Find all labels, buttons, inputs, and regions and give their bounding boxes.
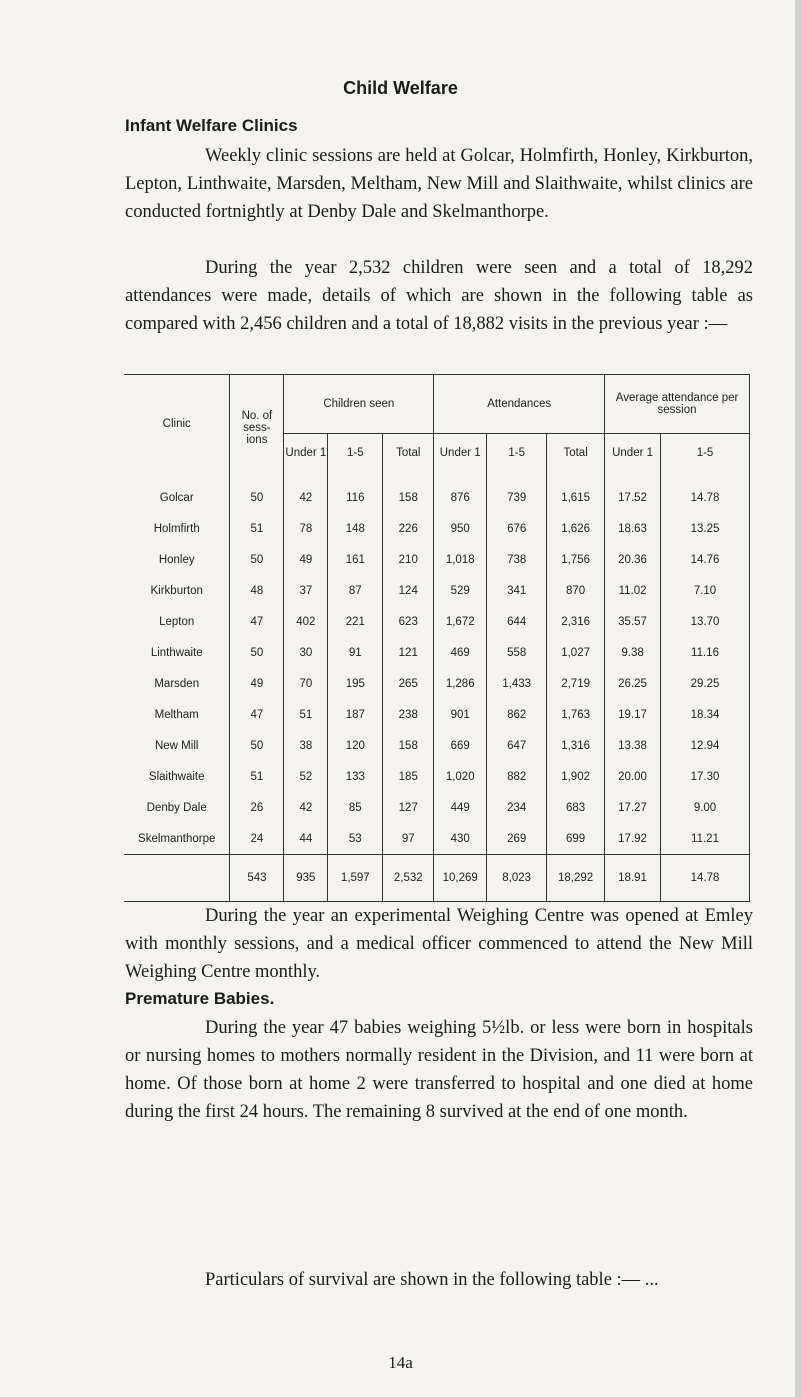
cell-sessions: 47 [230, 699, 284, 730]
cell-sessions: 48 [230, 575, 284, 606]
cell-attend-total: 1,902 [547, 761, 605, 792]
cell-children-1-5: 221 [328, 606, 383, 637]
cell-children-1-5: 133 [328, 761, 383, 792]
cell-clinic-name: Golcar [124, 472, 230, 513]
cell-avg-1-5: 14.76 [661, 544, 750, 575]
cell-avg-under1: 35.57 [605, 606, 661, 637]
cell-avg-1-5: 7.10 [661, 575, 750, 606]
cell-clinic-name: Denby Dale [124, 792, 230, 823]
cell-children-total: 265 [383, 668, 434, 699]
cell-children-under1: 70 [284, 668, 328, 699]
cell-attend-1-5: 676 [487, 513, 547, 544]
table-row [124, 792, 750, 823]
header-attend-1-5: 1-5 [487, 434, 547, 473]
cell-avg-1-5: 14.78 [661, 472, 750, 513]
cell-children-under1: 42 [284, 792, 328, 823]
cell-avg-under1: 18.63 [605, 513, 661, 544]
cell-attend-1-5: 341 [487, 575, 547, 606]
cell-avg-1-5: 13.70 [661, 606, 750, 637]
cell-avg-under1: 13.38 [605, 730, 661, 761]
header-clinic: Clinic [124, 375, 230, 473]
cell-children-total: 121 [383, 637, 434, 668]
table-row [124, 575, 750, 606]
cell-sessions: 50 [230, 730, 284, 761]
cell-attend-total: 1,316 [547, 730, 605, 761]
cell-attend-under1: 669 [434, 730, 487, 761]
cell-children-under1: 38 [284, 730, 328, 761]
cell-attend-total: 2,719 [547, 668, 605, 699]
cell-children-1-5: 120 [328, 730, 383, 761]
cell-attend-total: 683 [547, 792, 605, 823]
cell-clinic-name: Skelmanthorpe [124, 823, 230, 855]
cell-attend-1-5: 882 [487, 761, 547, 792]
cell-sessions: 51 [230, 761, 284, 792]
cell-sessions: 51 [230, 513, 284, 544]
header-avg-under1: Under 1 [605, 434, 661, 473]
cell-children-under1: 51 [284, 699, 328, 730]
total-avg-under1: 18.91 [605, 855, 661, 902]
cell-avg-under1: 20.00 [605, 761, 661, 792]
cell-attend-total: 1,626 [547, 513, 605, 544]
paragraph-attendances: During the year 2,532 children were seen and a total of 18,292 attendances were made, details of which are shown in the following table as compared with 2,456 children and a total of 18,882 visits in the previous year :— [125, 258, 753, 334]
cell-clinic-name: Kirkburton [124, 575, 230, 606]
header-avg-1-5: 1-5 [661, 434, 750, 473]
cell-clinic-name: Meltham [124, 699, 230, 730]
header-children-total: Total [383, 434, 434, 473]
cell-attend-total: 699 [547, 823, 605, 855]
cell-attend-1-5: 739 [487, 472, 547, 513]
cell-children-total: 127 [383, 792, 434, 823]
table-row [124, 823, 750, 855]
cell-children-under1: 30 [284, 637, 328, 668]
cell-avg-under1: 26.25 [605, 668, 661, 699]
cell-attend-total: 1,615 [547, 472, 605, 513]
cell-attend-1-5: 647 [487, 730, 547, 761]
cell-avg-1-5: 11.21 [661, 823, 750, 855]
header-attend-total: Total [547, 434, 605, 473]
cell-attend-total: 870 [547, 575, 605, 606]
cell-attend-1-5: 862 [487, 699, 547, 730]
paragraph-weighing-centre: During the year an experimental Weighing Centre was opened at Emley with monthly sessions, and a medical officer commenced to attend the New Mill Weighing Centre monthly. [125, 906, 753, 982]
table-row [124, 761, 750, 792]
paragraph-survival: Particulars of survival are shown in the following table :— ... [205, 1270, 659, 1290]
cell-children-under1: 402 [284, 606, 328, 637]
cell-children-1-5: 148 [328, 513, 383, 544]
cell-sessions: 50 [230, 472, 284, 513]
cell-sessions: 50 [230, 637, 284, 668]
cell-avg-1-5: 11.16 [661, 637, 750, 668]
cell-sessions: 24 [230, 823, 284, 855]
total-attend-total: 18,292 [547, 855, 605, 902]
cell-children-1-5: 53 [328, 823, 383, 855]
cell-avg-under1: 17.92 [605, 823, 661, 855]
cell-attend-under1: 1,286 [434, 668, 487, 699]
cell-attend-under1: 876 [434, 472, 487, 513]
cell-children-under1: 44 [284, 823, 328, 855]
cell-children-under1: 78 [284, 513, 328, 544]
cell-attend-under1: 430 [434, 823, 487, 855]
cell-clinic-name: Marsden [124, 668, 230, 699]
totals-label-cell [124, 855, 230, 902]
page-title: Child Welfare [343, 78, 458, 98]
cell-sessions: 26 [230, 792, 284, 823]
cell-sessions: 49 [230, 668, 284, 699]
cell-children-under1: 52 [284, 761, 328, 792]
header-sessions-top: No. of sess- [230, 375, 284, 434]
cell-avg-1-5: 13.25 [661, 513, 750, 544]
header-children-1-5: 1-5 [328, 434, 383, 473]
cell-attend-1-5: 1,433 [487, 668, 547, 699]
cell-avg-under1: 19.17 [605, 699, 661, 730]
total-children-1-5: 1,597 [328, 855, 383, 902]
cell-children-total: 158 [383, 472, 434, 513]
total-avg-1-5: 14.78 [661, 855, 750, 902]
cell-children-under1: 42 [284, 472, 328, 513]
total-attend-under1: 10,269 [434, 855, 487, 902]
paragraph-clinic-sessions: Weekly clinic sessions are held at Golcar, Holmfirth, Honley, Kirkburton, Lepton, Linthwaite, Marsden, Meltham, New Mill and Slaithwaite, whilst clinics are conducted fortnightly at Denby Dale and Skelmanthorpe. [125, 146, 753, 222]
cell-attend-total: 2,316 [547, 606, 605, 637]
cell-avg-under1: 20.36 [605, 544, 661, 575]
cell-clinic-name: Lepton [124, 606, 230, 637]
cell-avg-1-5: 29.25 [661, 668, 750, 699]
section-heading-premature-babies: Premature Babies. [125, 989, 275, 1008]
cell-attend-under1: 469 [434, 637, 487, 668]
cell-avg-under1: 17.27 [605, 792, 661, 823]
table-row [124, 606, 750, 637]
table-row [124, 513, 750, 544]
page-edge [795, 0, 801, 1397]
cell-attend-under1: 1,672 [434, 606, 487, 637]
cell-attend-under1: 950 [434, 513, 487, 544]
total-sessions: 543 [230, 855, 284, 902]
cell-avg-1-5: 12.94 [661, 730, 750, 761]
header-attend-under1: Under 1 [434, 434, 487, 473]
cell-clinic-name: Linthwaite [124, 637, 230, 668]
table-row [124, 544, 750, 575]
cell-children-1-5: 187 [328, 699, 383, 730]
cell-clinic-name: Honley [124, 544, 230, 575]
cell-children-1-5: 116 [328, 472, 383, 513]
cell-children-total: 124 [383, 575, 434, 606]
cell-clinic-name: Slaithwaite [124, 761, 230, 792]
section-heading-infant-welfare: Infant Welfare Clinics [125, 116, 298, 135]
table-row [124, 699, 750, 730]
cell-attend-1-5: 738 [487, 544, 547, 575]
cell-attend-under1: 529 [434, 575, 487, 606]
cell-avg-under1: 9.38 [605, 637, 661, 668]
cell-clinic-name: New Mill [124, 730, 230, 761]
cell-attend-under1: 901 [434, 699, 487, 730]
table-row [124, 668, 750, 699]
cell-attend-1-5: 644 [487, 606, 547, 637]
cell-children-1-5: 91 [328, 637, 383, 668]
table-row [124, 637, 750, 668]
cell-attend-total: 1,756 [547, 544, 605, 575]
cell-avg-under1: 17.52 [605, 472, 661, 513]
clinic-attendance-table [124, 374, 750, 902]
total-attend-1-5: 8,023 [487, 855, 547, 902]
cell-attend-1-5: 558 [487, 637, 547, 668]
cell-children-total: 185 [383, 761, 434, 792]
header-children-seen: Children seen [284, 375, 434, 434]
page-number: 14a [388, 1353, 413, 1372]
table-body [124, 472, 750, 855]
table-row [124, 730, 750, 761]
cell-children-under1: 37 [284, 575, 328, 606]
total-children-total: 2,532 [383, 855, 434, 902]
cell-attend-total: 1,027 [547, 637, 605, 668]
cell-children-total: 238 [383, 699, 434, 730]
paragraph-premature-births: During the year 47 babies weighing 5½lb. or less were born in hospitals or nursing homes to mothers normally resident in the Division, and 11 were born at home. Of those born at home 2 were transferred to hospital and one died at home during the first 24 hours. The remaining 8 survived at the end of one month. [125, 1018, 753, 1122]
cell-children-total: 97 [383, 823, 434, 855]
cell-sessions: 50 [230, 544, 284, 575]
cell-sessions: 47 [230, 606, 284, 637]
cell-attend-total: 1,763 [547, 699, 605, 730]
cell-children-1-5: 195 [328, 668, 383, 699]
cell-children-total: 226 [383, 513, 434, 544]
header-children-under1: Under 1 [284, 434, 328, 473]
cell-children-1-5: 87 [328, 575, 383, 606]
cell-attend-under1: 449 [434, 792, 487, 823]
total-children-under1: 935 [284, 855, 328, 902]
cell-attend-1-5: 234 [487, 792, 547, 823]
cell-children-1-5: 85 [328, 792, 383, 823]
cell-avg-under1: 11.02 [605, 575, 661, 606]
header-average: Average attendance per session [605, 375, 750, 434]
cell-avg-1-5: 18.34 [661, 699, 750, 730]
table-row [124, 472, 750, 513]
cell-children-total: 210 [383, 544, 434, 575]
table-totals-row [124, 855, 750, 902]
cell-avg-1-5: 17.30 [661, 761, 750, 792]
cell-children-under1: 49 [284, 544, 328, 575]
cell-children-1-5: 161 [328, 544, 383, 575]
cell-attend-under1: 1,020 [434, 761, 487, 792]
header-attendances: Attendances [434, 375, 605, 434]
cell-children-total: 158 [383, 730, 434, 761]
cell-attend-1-5: 269 [487, 823, 547, 855]
cell-avg-1-5: 9.00 [661, 792, 750, 823]
cell-children-total: 623 [383, 606, 434, 637]
header-sessions-bottom: ions [230, 434, 284, 473]
cell-attend-under1: 1,018 [434, 544, 487, 575]
cell-clinic-name: Holmfirth [124, 513, 230, 544]
